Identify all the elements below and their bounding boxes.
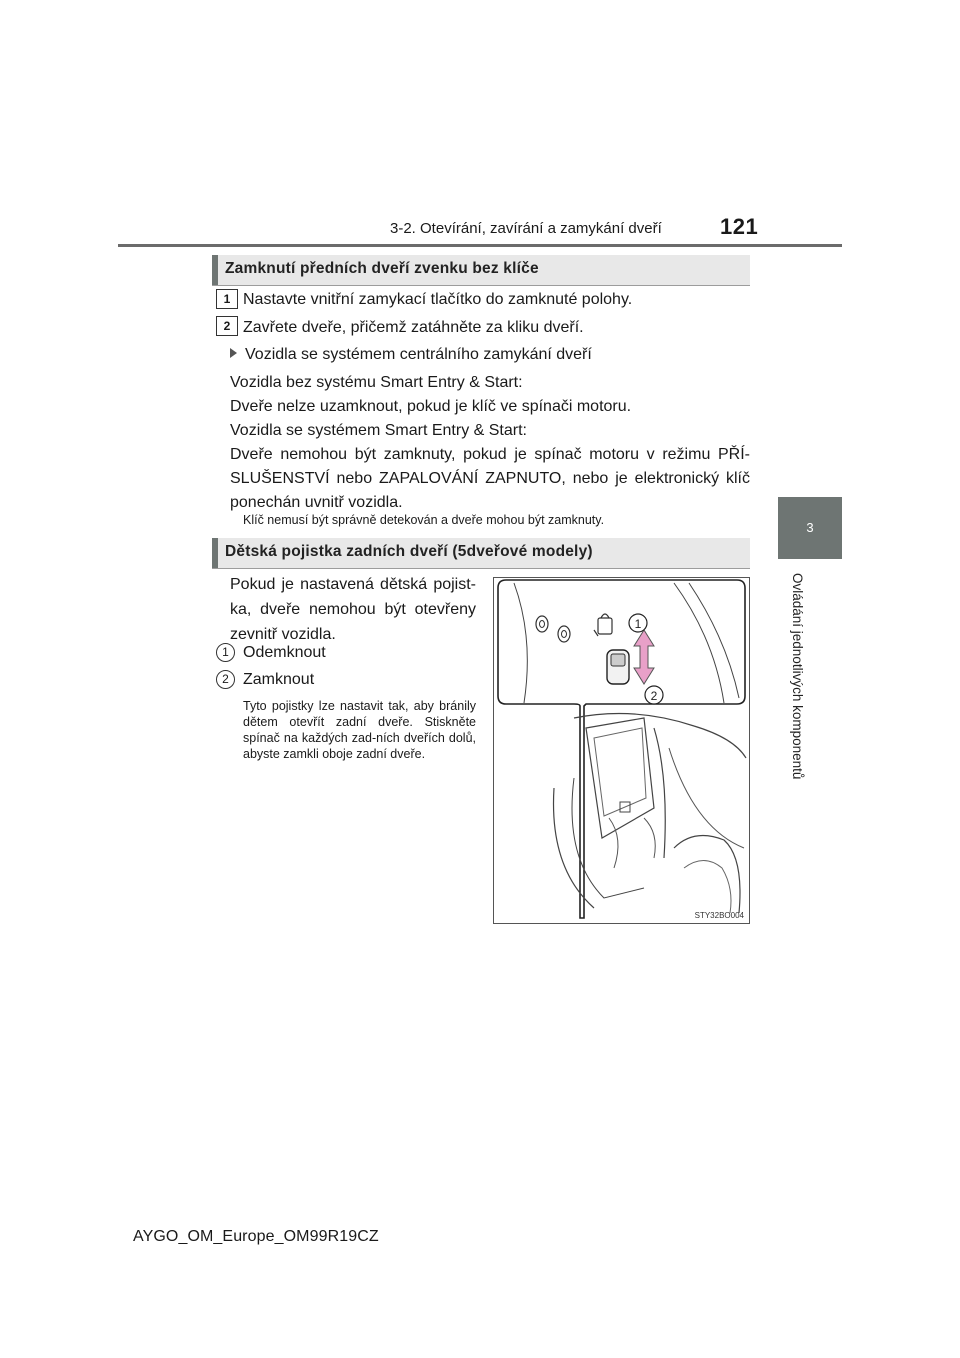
section-title: Zamknutí předních dveří zvenku bez klíče [225,260,539,277]
callout-2: 2 [650,689,658,703]
chapter-title: Ovládání jednotlivých komponentů [790,573,805,780]
section-stripe [212,255,218,285]
note-text: Klíč nemusí být správně detekován a dveře mohou být zamknuty. [243,513,605,527]
item-text: Zamknout [243,671,315,688]
paragraph-line: Vozidla bez systému Smart Entry & Start: [230,374,523,391]
bullet-text: Vozidla se systémem centrálního zamykání dveří [245,346,592,363]
step-text: Zavřete dveře, přičemž zatáhněte za kliku dveří. [243,319,584,336]
chapter-tab: 3 [778,497,842,559]
figure-code: STY32BO004 [694,911,744,920]
paragraph-body: Dveře nemohou být zamknuty, pokud je spínač motoru v režimu PŘÍ-SLUŠENSTVÍ nebo ZAPALOVÁNÍ ZAPNUTO, nebo je elektronický klíč ponechán uvnitř vozidla. [230,446,750,511]
child-lock-figure [493,577,750,924]
section-title: Dětská pojistka zadních dveří (5dveřové modely) [225,543,593,560]
item-number: 1 [216,643,235,662]
bullet-heading [230,343,592,367]
section-heading-child-lock [212,538,750,569]
triangle-bullet-icon [230,348,237,358]
step-number: 2 [216,316,238,336]
section-heading-front-doors [212,255,750,286]
header-rule [118,244,842,247]
child-lock-intro: Pokud je nastavená dětská pojist-ka, dveře nemohou být otevřeny zevnitř vozidla. [230,576,476,643]
paragraph-no-smart-entry [230,371,750,419]
step-text: Nastavte vnitřní zamykací tlačítko do zamknuté polohy. [243,291,633,308]
callout-1: 1 [634,617,642,631]
page-number: 121 [720,214,759,239]
document-footer: AYGO_OM_Europe_OM99R19CZ [133,1228,379,1245]
child-lock-illustration [494,578,749,923]
running-header-section: 3-2. Otevírání, zavírání a zamykání dveří [390,220,662,237]
paragraph-line: Vozidla se systémem Smart Entry & Start: [230,422,527,439]
item-text: Odemknout [243,644,326,661]
child-lock-note: Tyto pojistky lze nastavit tak, aby bránily dětem otevřít zadní dveře. Stiskněte spínač na každých zad-ních dveřích dolů, abyste zamkli oboje zadní dveře. [243,699,476,761]
paragraph-smart-entry [230,419,750,515]
step-number: 1 [216,289,238,309]
section-stripe [212,538,218,568]
paragraph-line: Dveře nelze uzamknout, pokud je klíč ve spínači motoru. [230,398,632,415]
item-number: 2 [216,670,235,689]
